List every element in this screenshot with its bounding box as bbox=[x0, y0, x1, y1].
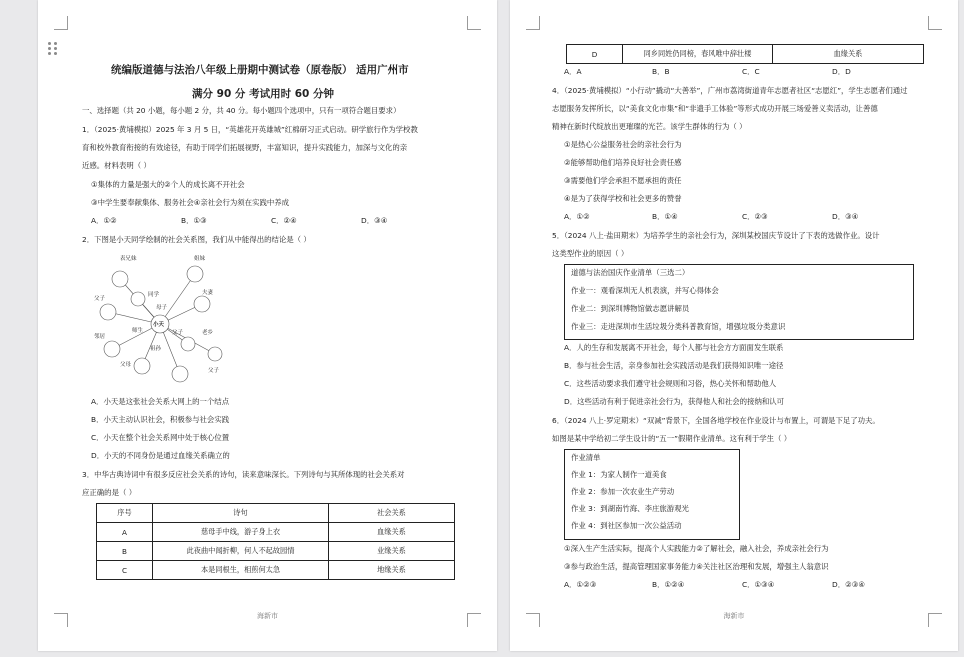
diagram-label: 父母 bbox=[120, 362, 132, 368]
q2-stem: 2．下图是小天同学绘制的社会关系图，我们从中能得出的结论是（ ） bbox=[82, 235, 311, 244]
table-row bbox=[567, 45, 924, 64]
q1-item: ①集体的力量是强大的②个人的成长离不开社会 bbox=[91, 180, 245, 189]
diagram-label: 祖孙 bbox=[150, 346, 162, 352]
table-cell: 血缘关系 bbox=[773, 45, 924, 64]
q4-item: ①是热心公益服务社会的亲社会行为 bbox=[564, 140, 682, 149]
q6-box-item: 作业 3：到湖南竹海、李庄旅游观光 bbox=[571, 504, 689, 513]
q6-box-title: 作业清单 bbox=[571, 453, 601, 462]
q2-option: D．小天的不同身份是通过血缘关系确立的 bbox=[91, 451, 230, 460]
diagram-label: 父子 bbox=[172, 330, 184, 336]
table-cell: C bbox=[97, 561, 153, 580]
q4-item: ④是为了获得学校和社会更多的赞誉 bbox=[564, 194, 682, 203]
table-header: 诗句 bbox=[153, 504, 329, 523]
page-subtitle: 满分 90 分 考试用时 60 分钟 bbox=[192, 88, 335, 100]
q6-line: 如图是某中学给初二学生设计的“五一”假期作业清单。这有利于学生（ ） bbox=[552, 434, 792, 443]
q5-box-item: 作业三：走进深圳市生活垃圾分类科普教育馆，增强垃圾分类意识 bbox=[571, 322, 786, 331]
q6-option: A．①②③ bbox=[564, 580, 597, 589]
q5-box-title: 道德与法治国庆作业清单（三选二） bbox=[571, 268, 690, 277]
q6-option: D．②③④ bbox=[832, 580, 865, 589]
q4-line: 志愿服务发挥所长，以“美食文化市集”和“非遗手工体验”等形式成功开展三场爱善义卖活动，让善德 bbox=[552, 104, 878, 113]
diagram-label: 同学 bbox=[148, 292, 160, 298]
q5-line: 这类型作业的原因（ ） bbox=[552, 249, 629, 258]
table-header: 社会关系 bbox=[329, 504, 455, 523]
crop-mark bbox=[54, 16, 68, 30]
table-row bbox=[97, 561, 455, 580]
q6-option: C．①③④ bbox=[742, 580, 775, 589]
q1-option: A．①② bbox=[91, 216, 117, 225]
q4-option: C．②③ bbox=[742, 212, 768, 221]
q6-box-item: 作业 2：参加一次农业生产劳动 bbox=[571, 487, 675, 496]
q1-option: B．①③ bbox=[181, 216, 207, 225]
q4-item: ②能够帮助他们培养良好社会责任感 bbox=[564, 158, 682, 167]
q4-option: D．③④ bbox=[832, 212, 859, 221]
page-title: 统编版道德与法治八年级上册期中测试卷（原卷版） 适用广州市 bbox=[111, 64, 409, 76]
q5-option: B．参与社会生活，亲身参加社会实践活动是我们获得知识唯一途径 bbox=[564, 361, 784, 370]
q1-line: 1．（2025·黄埔模拟）2025 年 3 月 5 日，“英雄花开英雄城”红棉研习正式启动。研学旅行作为学校教 bbox=[82, 125, 418, 134]
q5-line: 5．（2024 八上·盐田期末）为培养学生的亲社会行为，深圳某校国庆节设计了下表的选做作业。设计 bbox=[552, 231, 880, 240]
q5-homework-box bbox=[564, 264, 914, 340]
q3-table bbox=[96, 503, 455, 580]
diagram-label: 母子 bbox=[156, 305, 168, 311]
q1-item: ③中学生要奉献集体、服务社会④亲社会行为须在实践中养成 bbox=[91, 198, 290, 207]
social-relation-diagram bbox=[90, 254, 230, 386]
section-heading: 一、选择题（共 20 小题，每小题 2 分，共 40 分。每小题四个选项中，只有一项符合题目要求） bbox=[82, 106, 401, 115]
q4-item: ③需要他们学会承担不愿承担的责任 bbox=[564, 176, 682, 185]
q5-box-item: 作业二：到深圳博物馆做志愿讲解员 bbox=[571, 304, 690, 313]
q6-item: ③参与政治生活，提高管理国家事务能力④关注社区治理和发展，增强主人翁意识 bbox=[564, 562, 829, 571]
q1-line: 近感。材料表明（ ） bbox=[82, 161, 151, 170]
page-footer: 海新市 bbox=[257, 612, 278, 620]
table-cell: 地缘关系 bbox=[329, 561, 455, 580]
table-cell: 业缘关系 bbox=[329, 542, 455, 561]
q2-option: B．小天主动认识社会，积极参与社会实践 bbox=[91, 415, 230, 424]
diagram-label: 表兄妹 bbox=[120, 256, 137, 262]
q5-option: D．这些活动有利于促进亲社会行为，获得他人和社会的接纳和认可 bbox=[564, 397, 785, 406]
crop-mark bbox=[467, 16, 481, 30]
diagram-label: 姐妹 bbox=[194, 256, 206, 262]
q1-option: C．②④ bbox=[271, 216, 297, 225]
q6-line: 6．（2024 八上·罗定期末）“双减”背景下，全国各地学校在作业设计与布置上，可谓是下足了功夫。 bbox=[552, 416, 880, 425]
q2-option: C．小天在整个社会关系网中处于核心位置 bbox=[91, 433, 230, 442]
q4-option: B．①④ bbox=[652, 212, 678, 221]
crop-mark bbox=[928, 16, 942, 30]
diagram-center-label: 小天 bbox=[153, 322, 165, 328]
q4-line: 4．（2025·黄埔模拟）“小行动”撬动“大善举”，广州市荔湾街道青年志愿者社区“志愿红”，学生志愿者们通过 bbox=[552, 86, 908, 95]
q3-line: 3．中华古典诗词中有很多反应社会关系的诗句，读来意味深长。下列诗句与其所体现的社会关系对 bbox=[82, 470, 405, 479]
q5-option: A．人的生存和发展离不开社会，每个人都与社会方方面面发生联系 bbox=[564, 343, 784, 352]
diagram-label: 父子 bbox=[208, 368, 220, 374]
table-header: 序号 bbox=[97, 504, 153, 523]
q5-option: C．这些活动要求我们遵守社会规则和习俗，热心关怀和帮助他人 bbox=[564, 379, 777, 388]
q1-line: 育和校外教育衔接的有效途径，有助于同学们拓展视野，丰富知识，提升实践能力，加深与文化的亲 bbox=[82, 143, 408, 152]
table-cell: D bbox=[567, 45, 623, 64]
q3-option: C．C bbox=[742, 67, 760, 76]
q6-box-item: 作业 4：到社区参加一次公益活动 bbox=[571, 521, 682, 530]
q2-option: A．小天是这张社会关系大网上的一个结点 bbox=[91, 397, 230, 406]
diagram-label: 老乡 bbox=[202, 330, 214, 336]
table-cell: 同乡同姓仍同榜，春风唯中辞壮楼 bbox=[623, 45, 773, 64]
table-cell: 本是同根生，相煎何太急 bbox=[153, 561, 329, 580]
q4-line: 精神在新时代绽放出更璀璨的光芒。该学生群体的行为（ ） bbox=[552, 122, 747, 131]
q6-option: B．①②④ bbox=[652, 580, 685, 589]
drag-handle-icon[interactable] bbox=[48, 42, 60, 56]
q5-box-item: 作业一：观看深圳无人机表演，并写心得体会 bbox=[571, 286, 719, 295]
q3-option: B．B bbox=[652, 67, 670, 76]
table-cell: 慈母手中线，游子身上衣 bbox=[153, 523, 329, 542]
q6-homework-box bbox=[564, 449, 740, 540]
table-cell: A bbox=[97, 523, 153, 542]
table-cell: B bbox=[97, 542, 153, 561]
document-page-2 bbox=[510, 0, 958, 651]
q6-item: ①深入生产生活实际，提高个人实践能力②了解社会，融入社会，养成亲社会行为 bbox=[564, 544, 829, 553]
document-page-1 bbox=[38, 0, 497, 651]
q6-box-item: 作业 1：为家人制作一道美食 bbox=[571, 470, 667, 479]
q3-option: A．A bbox=[564, 67, 582, 76]
q3-line: 应正确的是（ ） bbox=[82, 488, 137, 497]
diagram-label: 父子 bbox=[94, 296, 106, 302]
diagram-label: 邻居 bbox=[94, 334, 106, 340]
q4-option: A．①② bbox=[564, 212, 590, 221]
q3-option: D．D bbox=[832, 67, 851, 76]
diagram-label: 师生 bbox=[132, 328, 144, 334]
page-footer: 海新市 bbox=[723, 612, 745, 620]
q1-option: D．③④ bbox=[361, 216, 388, 225]
crop-mark bbox=[526, 16, 540, 30]
table-header-row bbox=[97, 504, 455, 523]
table-cell: 血缘关系 bbox=[329, 523, 455, 542]
table-row bbox=[97, 523, 455, 542]
q3-table-continued bbox=[566, 44, 924, 64]
diagram-label: 夫妻 bbox=[202, 290, 214, 296]
table-row bbox=[97, 542, 455, 561]
table-cell: 此夜曲中闻折柳，何人不起故园情 bbox=[153, 542, 329, 561]
